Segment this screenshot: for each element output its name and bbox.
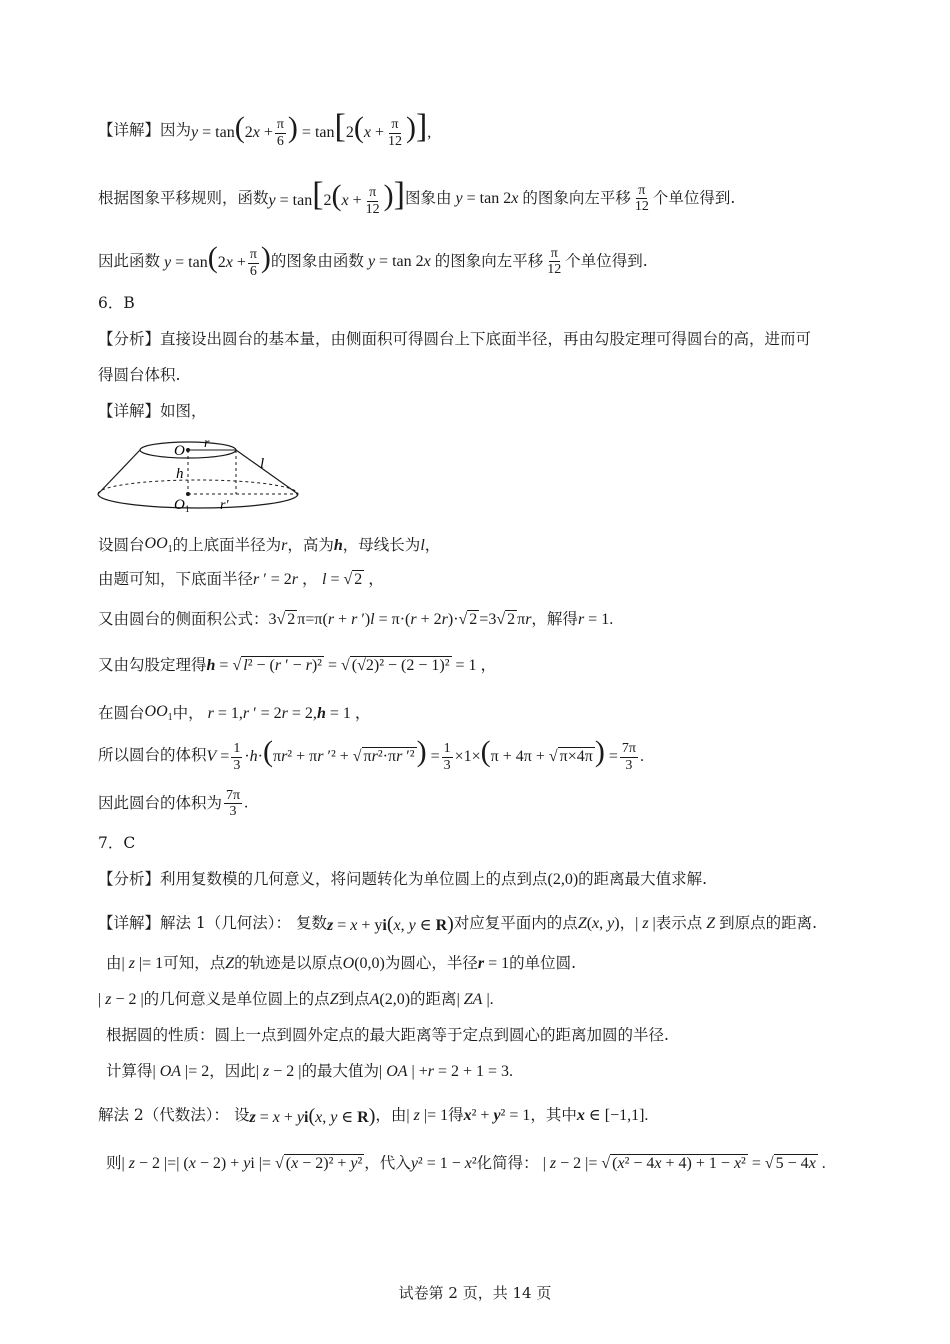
text: 到原点的距离. <box>719 914 818 933</box>
text: 因此圆台的体积为 <box>98 794 223 813</box>
text: 的最大值为 <box>301 1062 379 1081</box>
math-expr: Z <box>225 955 235 972</box>
text: 对应复平面内的点 <box>453 914 578 933</box>
text: ，代入 <box>364 1154 411 1173</box>
text: 可知，点 <box>163 954 226 973</box>
label-r: r <box>204 436 210 451</box>
question-6-header: 6．B <box>98 294 135 312</box>
math-expr: l <box>420 536 425 554</box>
math-expr: | z − 2 | <box>98 991 144 1008</box>
text: 又由圆台的侧面积公式： <box>98 610 269 629</box>
text: 设圆台 <box>98 535 145 554</box>
text: 由 <box>106 954 122 973</box>
page-footer: 试卷第 2 页，共 14 页 <box>398 1284 552 1302</box>
math-expr: | z |= 1 <box>121 955 164 972</box>
analysis-7 <box>98 872 707 888</box>
math-expr: A(2,0) <box>369 991 411 1008</box>
line-2 <box>98 176 736 217</box>
text: 得 <box>448 1106 464 1125</box>
math-expr: r ′ = 2r ， l = √ 2 ， <box>253 571 385 588</box>
math-expr: y = tan[2(x + $\frac{\pi}{12}$ )] <box>268 176 405 217</box>
text: 在圆台 <box>98 703 145 722</box>
step-3 <box>98 612 613 628</box>
step-6 <box>98 735 644 773</box>
frustum-figure <box>96 436 306 520</box>
math-expr: | z − 2 |=| (x − 2) + yi |= √ (x − 2)² + y² <box>121 1155 363 1172</box>
label-l: l <box>260 456 265 472</box>
math-expr: y² = 1 − x² <box>410 1155 477 1172</box>
math-expr: $\frac{7\pi}{3}$ . <box>226 788 249 820</box>
text: 个单位得到. <box>652 188 736 207</box>
text: 根据图象平移规则，函数 <box>98 188 269 207</box>
text: 的距离 <box>410 990 457 1009</box>
detail-label: 【详解】因为 <box>98 120 192 139</box>
text: ，因此 <box>209 1062 256 1081</box>
math-expr: x² + y² = 1 <box>463 1107 531 1124</box>
detail-7-line-5 <box>106 1064 513 1080</box>
detail-7-line-3 <box>98 992 494 1008</box>
line-3 <box>98 241 648 279</box>
math-expr: Z(x, y) <box>577 915 620 932</box>
text: 化简得： <box>476 1154 539 1173</box>
text: 的轨迹是以原点 <box>234 954 343 973</box>
step-1 <box>98 536 440 555</box>
text: ，其中 <box>530 1106 577 1125</box>
math-expr: y = tan(2x + $\frac{\pi}{6}$ ) <box>164 241 271 279</box>
math-expr: $OO_1$ <box>144 535 173 556</box>
text: 的图象由函数 <box>270 251 364 270</box>
text: 的单位圆. <box>509 954 577 973</box>
line-1 <box>98 108 432 149</box>
frustum-diagram <box>96 436 306 516</box>
math-expr: r <box>281 536 288 554</box>
math-expr: Z <box>329 991 339 1008</box>
text: ，母线长为 <box>342 535 421 554</box>
label-r-prime: r′ <box>220 498 229 513</box>
text: 的距离最大值求解. <box>578 870 708 889</box>
math-expr: O(0,0) <box>342 955 385 972</box>
detail-7-line-6 <box>98 1106 648 1126</box>
math-expr: | z − 2 |= √ (x² − 4x + 4) + 1 − x² = √ 5 − 4x . <box>538 1155 826 1172</box>
detail-7-line-2 <box>106 956 576 972</box>
math-expr: Z <box>706 915 716 932</box>
math-expr: | z − 2 | <box>255 1063 302 1080</box>
math-expr: r = 1,r ′ = 2r = 2,h = 1 ， <box>207 704 371 722</box>
math-expr: $\frac{\pi}{12}$ <box>634 182 649 215</box>
text: 的图象向左平移 <box>434 251 544 270</box>
text: 因此函数 <box>98 251 161 270</box>
math-expr: | z |= 1 <box>406 1107 449 1124</box>
text: ， <box>424 535 441 554</box>
step-2 <box>98 572 384 588</box>
math-expr: | OA |= 2 <box>152 1063 210 1080</box>
text: 的图象向左平移 <box>522 188 631 207</box>
math-expr: V = $\frac{1}{3}$ ·h·(πr² + πr ′² + √ πr²·πr ′²) = $\frac{1}{3}$ ×1×(π + 4π + √ π×4π) = $\frac{7\pi}{3}$ . <box>206 735 644 773</box>
text: 则 <box>106 1154 122 1173</box>
math-expr: x ∈ [−1,1]. <box>576 1107 649 1124</box>
label-h: h <box>176 466 184 482</box>
label-O1-sub: 1 <box>185 504 190 514</box>
text: 所以圆台的体积 <box>98 745 207 764</box>
math-expr: z = x + yi(x, y ∈ R) <box>326 913 454 935</box>
step-7 <box>98 788 248 820</box>
math-expr: y = tan(2x + $\frac{\pi}{6}$ ) = tan[2(x + $\frac{\pi}{12}$ )], <box>191 108 432 149</box>
text: 为圆心，半径 <box>384 954 478 973</box>
text: 中， <box>172 703 204 722</box>
text: 由题可知，下底面半径 <box>98 570 254 589</box>
text: 个单位得到. <box>565 251 648 270</box>
text: ，高为 <box>287 535 334 554</box>
math-expr: h <box>333 536 343 554</box>
question-7-header: 7．C <box>98 834 136 852</box>
math-expr: h = √ l² − (r ′ − r)² = √ (√2)² − (2 − 1)² = 1 ， <box>206 657 497 674</box>
math-expr: | ZA |. <box>456 991 494 1008</box>
detail-7-line-4: 根据圆的性质：圆上一点到圆外定点的最大距离等于定点到圆心的距离加圆的半径. <box>106 1026 669 1044</box>
text: 的上底面半径为 <box>172 535 282 554</box>
text: ，由 <box>375 1106 407 1125</box>
math-expr: 3√ 2 π=π(r + r ′)l = π·(r + 2r)·√ 2 =3√ 2 πr <box>268 611 532 628</box>
math-expr: | OA | +r = 2 + 1 = 3. <box>378 1063 514 1080</box>
math-expr: r = 1. <box>577 611 614 628</box>
text: 计算得 <box>106 1062 153 1081</box>
detail-7-line-7 <box>106 1156 826 1172</box>
text: 的几何意义是单位圆上的点 <box>143 990 330 1009</box>
label-O1: O <box>174 497 185 513</box>
text: 到点 <box>338 990 370 1009</box>
text: ，解得 <box>531 610 578 629</box>
text: 【详解】解法 1（几何法）： 复数 <box>98 914 327 933</box>
text: 表示点 <box>655 914 703 933</box>
text: 解法 2（代数法）： 设 <box>98 1106 250 1125</box>
step-4 <box>98 658 497 674</box>
text: 【分析】利用复数模的几何意义，将问题转化为单位圆上的点到点 <box>98 870 548 889</box>
math-expr: y = tan 2x <box>367 252 431 270</box>
math-expr: (2,0) <box>547 871 579 888</box>
math-expr: $OO_1$ <box>144 703 173 724</box>
step-5 <box>98 704 371 723</box>
label-O: O <box>174 443 185 459</box>
text: 又由勾股定理得 <box>98 656 207 675</box>
math-expr: y = tan 2x <box>455 189 519 207</box>
detail-6-label: 【详解】如图， <box>98 402 207 420</box>
text: ， <box>619 914 636 933</box>
detail-7-line-1 <box>98 914 817 934</box>
math-expr: $\frac{\pi}{12}$ <box>547 245 562 278</box>
math-expr: z = x + yi(x, y ∈ R) <box>249 1105 376 1127</box>
analysis-6-line-2: 得圆台体积. <box>98 366 181 384</box>
math-expr: r = 1 <box>477 955 510 972</box>
text: 图象由 <box>405 188 452 207</box>
analysis-6-line-1: 【分析】直接设出圆台的基本量，由侧面积可得圆台上下底面半径，再由勾股定理可得圆台的高，进而可 <box>98 330 812 348</box>
math-expr: | z | <box>635 915 656 932</box>
